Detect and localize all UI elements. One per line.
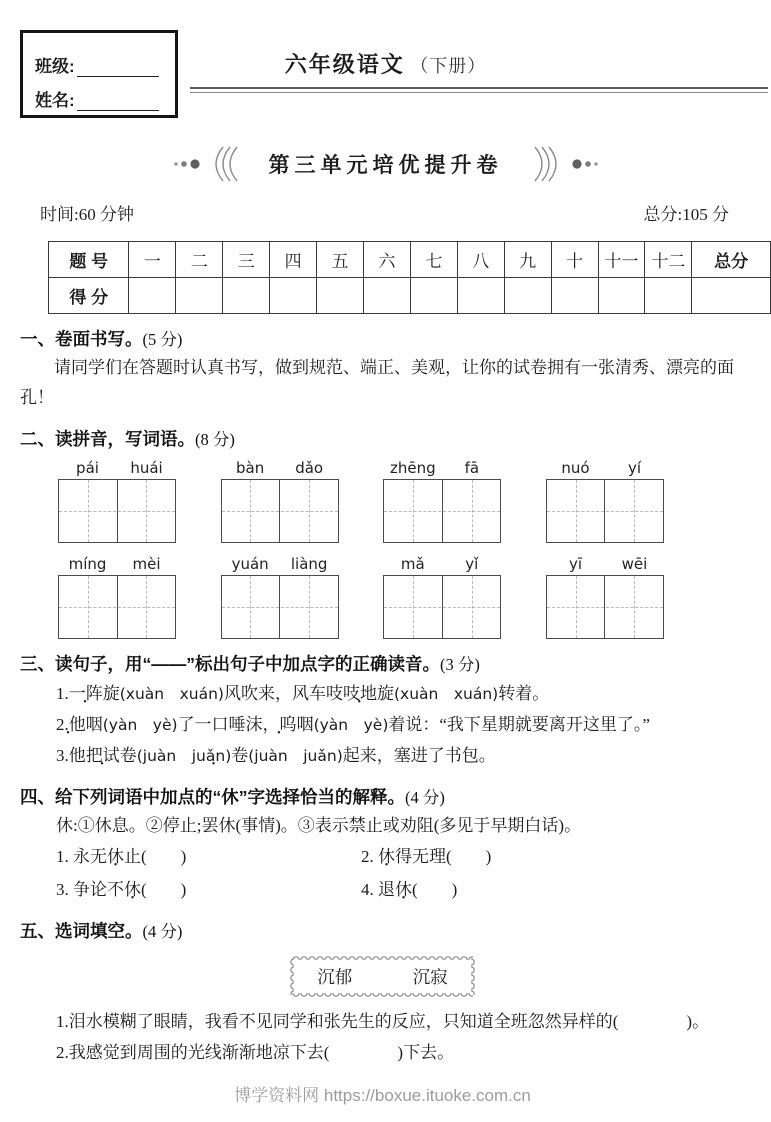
phrase-part: 止( ) <box>124 847 187 867</box>
masthead <box>0 28 771 128</box>
score-cell-empty <box>457 278 504 314</box>
score-table <box>48 241 771 314</box>
meta-row <box>0 200 771 225</box>
pinyin-labels <box>546 555 664 573</box>
score-table-cell: 题 号 <box>49 242 129 278</box>
writing-box <box>58 575 176 639</box>
section1-title: 一、卷面书写。 <box>20 329 143 349</box>
pinyin-row-1 <box>58 459 664 543</box>
section3-points: (3 分) <box>440 654 480 674</box>
pinyin-syllable: zhēng <box>389 458 436 477</box>
writing-cell <box>59 576 117 638</box>
pinyin-group <box>546 459 664 543</box>
pinyin-group <box>58 555 176 639</box>
section2-points: (8 分) <box>195 429 235 449</box>
sentence-part: 泪水模糊了眼睛，我看不见同学和张先生的反应，只知道全班忽然异样的( )。 <box>68 1012 710 1031</box>
score-row-label: 得 分 <box>49 278 129 314</box>
sentence-part: 转着。 <box>498 683 550 703</box>
pinyin-options: (xuàn xuán) <box>393 684 499 703</box>
section5-title: 五、选词填空。 <box>20 921 143 941</box>
score-table-cell: 十一 <box>598 242 645 278</box>
question-item <box>56 740 745 771</box>
pinyin-syllable: fā <box>464 458 480 477</box>
score-cell-empty <box>598 278 645 314</box>
section4-points: (4 分) <box>405 787 445 807</box>
phrase-part: 永无 <box>73 847 107 867</box>
score-table-cell: 七 <box>410 242 457 278</box>
phrase-part: ( ) <box>141 879 187 899</box>
score-cell-empty <box>504 278 551 314</box>
pinyin-options: (yàn yè) <box>102 715 178 734</box>
name-line <box>35 81 165 111</box>
item-number: 2. <box>56 1043 69 1063</box>
class-label: 班级: <box>35 57 75 76</box>
score-cell-empty <box>129 278 176 314</box>
item-number: 2. <box>56 714 69 734</box>
word-bank <box>287 953 477 1000</box>
score-table-cell: 三 <box>223 242 270 278</box>
pinyin-labels <box>58 555 176 573</box>
score-cell-empty <box>363 278 410 314</box>
class-line <box>35 47 165 77</box>
dotted-char: 休 <box>395 879 412 899</box>
word-bank-word: 沉寂 <box>412 967 448 987</box>
score-table-cell: 九 <box>504 242 551 278</box>
pinyin-options: (yàn yè) <box>313 715 389 734</box>
dotted-char: 休 <box>107 847 124 867</box>
sentence-part: 风吹来，风车吱吱地 <box>223 683 377 703</box>
section3-heading <box>20 651 745 676</box>
score-cell-empty <box>176 278 223 314</box>
pinyin-syllable: wēi <box>621 554 648 573</box>
dotted-char: 休 <box>124 879 141 899</box>
wavy-border-right <box>471 958 478 995</box>
sentence-part: 他把试 <box>68 746 120 766</box>
phrase-part: ( ) <box>412 879 458 899</box>
pinyin-syllable: huái <box>130 458 163 477</box>
item-number: 3. <box>56 746 69 766</box>
pinyin-options: (juàn juǎn) <box>248 747 343 766</box>
section1-instructions: 请同学们在答题时认真书写，做到规范、端正、美观，让你的试卷拥有一张清秀、漂亮的面孔！ <box>20 358 734 408</box>
item-number: 2. <box>361 847 374 867</box>
class-blank <box>77 56 159 77</box>
writing-cell <box>547 576 605 638</box>
phrase-part: 得无理( ) <box>395 847 492 867</box>
writing-cell <box>442 576 501 638</box>
writing-cell <box>117 480 176 542</box>
score-table-cell: 十 <box>551 242 598 278</box>
score-cell-empty <box>692 278 771 314</box>
pinyin-group <box>383 459 501 543</box>
wavy-border-top <box>292 953 472 960</box>
writing-box <box>221 575 339 639</box>
writing-cell <box>384 576 442 638</box>
section4-items <box>56 841 745 906</box>
score-table-cell: 一 <box>129 242 176 278</box>
phrase-part: 退 <box>378 879 395 899</box>
score-cell-empty <box>645 278 692 314</box>
site-footer: 博学资料网 https://boxue.ituoke.com.cn <box>234 1085 531 1105</box>
pinyin-syllable: yǐ <box>465 554 479 573</box>
sentence-part: 了一口唾沫，呜 <box>177 714 297 734</box>
pinyin-row-2 <box>58 555 664 639</box>
score-table-cell: 四 <box>270 242 317 278</box>
pinyin-group <box>58 459 176 543</box>
sentence-part: 一阵 <box>68 683 103 703</box>
section1-points: (5 分) <box>142 330 183 349</box>
book-volume: （下册） <box>410 56 487 76</box>
pinyin-group <box>546 555 664 639</box>
question-item <box>361 841 745 873</box>
section2-heading <box>20 426 745 451</box>
writing-box <box>383 479 501 543</box>
banner-left-ornament-icon <box>171 144 243 184</box>
writing-cell <box>117 576 176 638</box>
section4-heading <box>20 784 745 809</box>
question-item <box>361 874 745 906</box>
score-table-cell: 十二 <box>645 242 692 278</box>
pinyin-labels <box>221 555 339 573</box>
paper-title-banner <box>0 142 771 186</box>
score-table-cell: 五 <box>317 242 364 278</box>
question-item <box>56 874 361 906</box>
item-number: 4. <box>361 879 374 899</box>
pinyin-labels <box>383 555 501 573</box>
banner-right-ornament-icon <box>529 144 601 184</box>
sentence-part: 我感觉到周围的光线渐渐地凉下去( )下去。 <box>68 1043 455 1063</box>
writing-box <box>546 479 664 543</box>
pinyin-labels <box>58 459 176 477</box>
word-bank-word: 沉郁 <box>317 967 353 987</box>
dotted-char: 旋 <box>102 683 120 703</box>
section5-points: (4 分) <box>142 922 183 941</box>
pinyin-labels <box>221 459 339 477</box>
pinyin-group <box>221 459 339 543</box>
phrase-part: 争论不 <box>73 879 124 899</box>
score-table-header-row <box>49 242 771 278</box>
word-bank-wrap <box>20 953 745 1000</box>
writing-cell <box>279 480 338 542</box>
writing-cell <box>604 576 663 638</box>
section4-title: 四、给下列词语中加点的“休”字选择恰当的解释。 <box>20 786 405 807</box>
pinyin-syllable: pái <box>76 458 99 477</box>
writing-cell <box>222 576 280 638</box>
item-number: 1. <box>56 1012 69 1031</box>
writing-cell <box>384 480 442 542</box>
pinyin-labels <box>383 459 501 477</box>
pinyin-options: (juàn juǎn) <box>136 747 232 766</box>
writing-cell <box>59 480 117 542</box>
wavy-border-bottom <box>292 993 472 1000</box>
score-table-cell: 总分 <box>692 242 771 278</box>
pinyin-syllable: mèi <box>132 554 161 573</box>
score-cell-empty <box>410 278 457 314</box>
pinyin-syllable: míng <box>68 554 107 573</box>
dotted-char: 咽 <box>296 714 314 734</box>
question-item <box>56 1037 745 1068</box>
pinyin-syllable: liàng <box>290 554 328 573</box>
score-table-cell: 八 <box>457 242 504 278</box>
name-blank <box>77 90 159 111</box>
writing-cell <box>442 480 501 542</box>
score-cell-empty <box>551 278 598 314</box>
sentence-part: 他 <box>68 714 86 734</box>
pinyin-syllable: yī <box>568 554 582 573</box>
question-item <box>56 678 745 709</box>
time-label: 时间:60 分钟 <box>40 205 134 224</box>
writing-cell <box>279 576 338 638</box>
pinyin-syllable: dǎo <box>295 458 324 477</box>
paper-body <box>0 326 771 1106</box>
dotted-char: 卷 <box>231 746 249 766</box>
pinyin-syllable: yí <box>627 458 641 477</box>
writing-cell <box>222 480 280 542</box>
writing-box <box>58 479 176 543</box>
sentence-part: 着说：“我下星期就要离开这里了。” <box>388 714 650 734</box>
dotted-char: 休 <box>378 847 395 867</box>
score-table-score-row <box>49 278 771 314</box>
score-cell-empty <box>223 278 270 314</box>
name-label: 姓名: <box>35 91 75 110</box>
section1-heading <box>20 326 745 351</box>
writing-box <box>221 479 339 543</box>
writing-cell <box>547 480 605 542</box>
score-table-cell: 二 <box>176 242 223 278</box>
section2-title: 二、读拼音，写词语。 <box>20 428 195 449</box>
question-item <box>56 1006 745 1037</box>
writing-box <box>383 575 501 639</box>
item-number: 3. <box>56 879 69 899</box>
wavy-border-left <box>287 958 294 995</box>
dotted-char: 咽 <box>85 714 103 734</box>
book-title: 六年级语文 <box>284 52 405 77</box>
pinyin-syllable: bàn <box>236 458 265 477</box>
definition-line: 休:①休息。②停止;罢休(事情)。③表示禁止或劝阻(多见于早期白话)。 <box>56 815 582 835</box>
pinyin-group <box>383 555 501 639</box>
writing-cell <box>604 480 663 542</box>
section5-heading <box>20 918 745 943</box>
sentence-part: 起来，塞进了书包。 <box>342 746 496 766</box>
score-cell-empty <box>317 278 364 314</box>
question-item <box>56 841 361 873</box>
dotted-char: 旋 <box>376 683 394 703</box>
student-info-box <box>20 30 178 118</box>
pinyin-options: (xuàn xuán) <box>119 684 224 703</box>
paper-title: 第三单元培优提升卷 <box>268 154 503 177</box>
pinyin-syllable: mǎ <box>400 554 425 573</box>
question-item <box>56 709 745 740</box>
pinyin-syllable: nuó <box>561 458 590 477</box>
dotted-char: 卷 <box>119 746 137 766</box>
score-table-cell: 六 <box>363 242 410 278</box>
section3-title: 三、读句子，用“——”标出句子中加点字的正确读音。 <box>20 653 440 674</box>
pinyin-labels <box>546 459 664 477</box>
double-rule-divider <box>190 87 768 93</box>
score-cell-empty <box>270 278 317 314</box>
pinyin-group <box>221 555 339 639</box>
pinyin-syllable: yuán <box>231 554 269 573</box>
item-number: 1. <box>56 683 69 703</box>
writing-box <box>546 575 664 639</box>
item-number: 1. <box>56 847 69 867</box>
total-score-label: 总分:105 分 <box>643 205 729 224</box>
